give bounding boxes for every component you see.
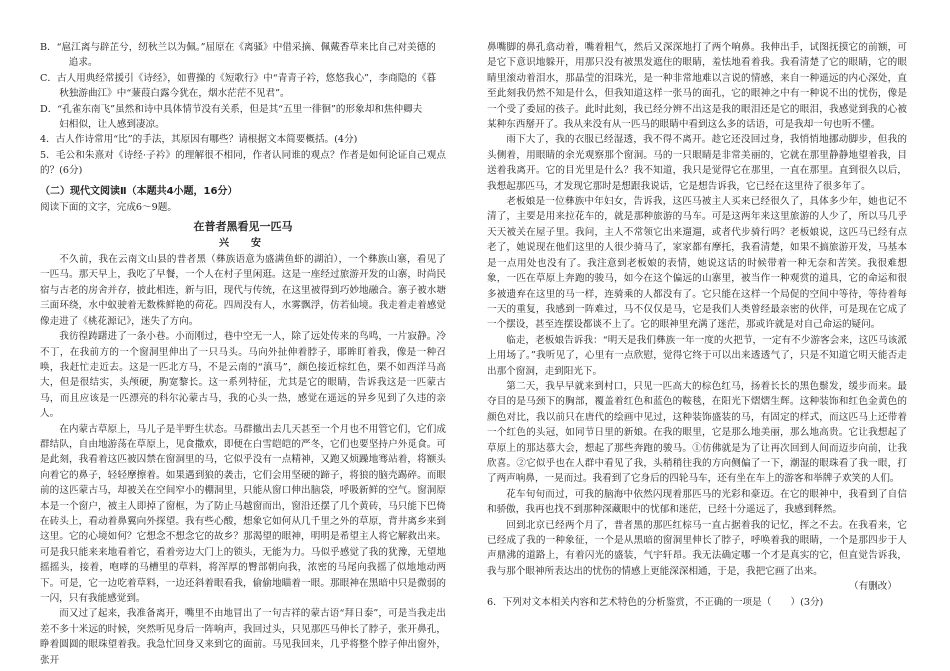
article-paragraph-8: 临走，老板娘告诉我：“明天是我们彝族一年一度的火把节，一定有不少游客会来，这匹马该派上用场了。”我听见了，心里有一点欣慰，觉得它终于可以出来透透气了，只是不知道它明天能否走出那个窗洞，走到阳光下。 [487, 334, 907, 377]
article-paragraph-6: 雨下大了，我的衣服已经湿透，我不得不离开。趁它还没回过身，我悄悄地挪动脚步，但我的头侧着，用眼睛的余光观察那个窗洞。马的一只眼睛是非常美丽的，它就在那里静静地望着我，目送着我离开。它的目光里是什么？我不知道，我只是觉得它在那里，一直在那里。直到很久以后，我想起那匹马，才发现它那时是想跟我说话，它是想告诉我，它已经在这里待了很多年了。 [487, 134, 907, 192]
article-paragraph-3: 在内蒙古草原上，马儿子是半野生状态。马群撤出去几天甚至一个月也不用管它们，它们成群结队，自由地游荡在草原上，见食撒欢，即便在白雪皑皑的严冬，它们也要坚持户外觅食。可是此刻，我看着这匹被囚禁在窗洞里的马，它似乎没有一点精神，又跑又烦躁地骞站着，将额头向着它的鼻子，轻轻摩擦着。如果遇到狼的袭击，它们会用坚硬的蹄子，将狼的脑壳踢碎。而眼前的这匹蒙古马，却被关在空间窄小的棚洞里，只能从窗口伸出脑袋，呼吸新鲜的空气。窗洞原本是一个窗户，被主人即掉了窗框，为了防止马越窗而出，窗沿还摆了几个黄砖，马只能下巴倚在砖头上，看动着鼻翼向外探望。我有些心酸，想象它如何从几千里之外的草原，背井离乡来到这里。它的心境如何？它想念不想念它的故乡？那渴望的眼神，明明是希望主人将它解救出来。可是我只能来来地看着它，看着旁边大门上的锁头，无能为力。马似乎感觉了我的犹豫，无望地摇摇头，接着，咆哮的马槽里的草料，将浑厚的臀部朝向我，浓密的马尾向我摇了似地地动两下。可是，它一边吃着草料，一边还斜着眼看我，偷偷地瞄着一眼。那眼神在黑暗中只是微弱的一闪，只有我能感觉到。 [40, 423, 446, 604]
section-heading: （二）现代文阅读Ⅱ（本题共4小题，16分） [40, 185, 238, 197]
article-paragraph-5: 鼻嘴脚的鼻孔翕动着，嘴着粗气，然后又深深地打了两个响鼻。我伸出手，试图抚摸它的前额，可是它下意识地躲开，用那只没有被黑发遮住的眼睛，羞怯地看着我。我看清楚了它的眼睛，它的眼睛里滚动着泪水，那晶莹的泪珠光，是一种非常地难以言说的情感，来自一种遥远的内心深处，直至此刻我仍然不知是什么，但我知道这样一张马的面孔，它的眼神之中有一种说不出的忧伤，像是一个受了委屈的孩子。此时此刻，我已经分辨不出这是我的眼泪还是它的眼泪，我感觉到我的心被某种东西掰开了。我从来没有从一匹马的眼睛中看到这么多的话语，可是我却一句也听不懂。 [487, 42, 907, 131]
article-paragraph-7: 老板娘是一位彝族中年妇女，告诉我，这匹马被主人买来已经很久了，具体多少年，她也记不清了，主要是用来拉花车的，就是那种旅游的马车。可是这两年来这里旅游的人少了，所以马几乎天天被关在屋子里。我问，主人不常领它出来遛遛，或者代步骑行吗？老板娘说，这匹马已经有点老了，她说现在他们这里的人很少骑马了，家家都有摩托，我看清楚，如果不搞旅游开发，马基本是一点用处也没有了。我注意到老板娘的表情，她说这话的时候带着一种无奈和苦笑。我很难想象，一匹在草原上奔跑的骏马，如今在这个偏远的山寨里，被当作一种观赏的道具，它的命运和很多被遗弃在这里的马一样，连骑乘的人都没有了。它只能在这样一个局促的空间中等待，等待着每一天的重复，我感到一阵难过，马不仅仅是马，它是我们人类曾经最亲密的伙伴，可是现在它成了一个摆设，甚至连摆设都谈不上了。它的眼神里充满了迷茫，那或许就是对自己命运的疑问。 [487, 196, 907, 331]
source-note: （有删改） [849, 581, 897, 593]
article-paragraph-2: 我彷徨踌躇进了一条小巷。小而刚过，巷中空无一人，除了远处传来的鸟鸣，一片寂静。冷不丁，在我前方的一个窗洞里伸出了一只马头。马向外扯伸着脖子，耶眸盯着我，像是一种召唤，我赶忙走近去。这是一匹北方马，不是云南的“滇马”，颜色接近棕红色，栗不如西洋马高大，但是很结实，头颅硬，朐宽黎长。这一系列特征，尤其是它的眼睛，告诉我这是一匹蒙古马，而且应该是一匹漂亮的科尔沁蒙古马，我的心头一热，感觉在遥远的异乡见到了久违的亲人。 [40, 331, 446, 420]
section-instruction: 阅读下面的文字，完成6～9题。 [40, 201, 177, 213]
question-5: 5．毛公和朱熹对《诗经·子衿》的理解很不相同，作者认同谁的观点？作者是如何论证自己观点的？(6分) [40, 149, 446, 177]
article-paragraph-9: 第二天，我早早就来到村口，只见一匹高大的棕色红马，扬着长长的黑色鬃发，缓步而来。最夺目的是马颈下的胸部，覆盖着红色和蓝色的鞍毯，在阳光下熠熠生辉。这种装饰和红色金黄色的颜色对比，我以前只在唐代的绘画中见过，这种装饰盛装的马，有固定的样式，而这匹马上还带着一个红色的头冠，如同节日里的新娘。在我的眼里，它是那么地美丽，那么地高贵。它让我想起了草原上的那达慕大会，想起了那些奔跑的骏马。①仿佛就是为了让再次回到人间而迈步向前，让我欣喜。②它似乎也在人群中看见了我，头稍稍往我的方向侧偏了一下，潮湿的眼珠看了我一眼，打了两声响鼻，一晃而过。我看到了它身后的四轮马车，还有坐在车上的游客和举牌子欢笑的人们。 [487, 380, 907, 485]
q3-option-b-cont: 追求。 [68, 57, 98, 69]
q3-option-b: B．“扈江离与辟芷兮，纫秋兰以为佩。”屈原在《离骚》中借采摘、佩戴香草来比自己对美德的 [40, 42, 436, 53]
article-paragraph-4: 而又过了起来，我准备离开，嘴里不由地冒出了一句吉祥的蒙古语“拜日泰”，可是当我走出差不多十米远的时候，突然听见身后一阵响声，我回过头，只见那匹马伸长了脖子，张开鼻孔，睁着圆圆的眼珠望着我。我急忙回身又来到它的面前。马见我回来，几乎将整个脖子伸出窗外，张开 [40, 608, 446, 666]
q3-option-d: D．“孔雀东南飞”虽然和诗中具体情节没有关系，但是其“五里一徘徊”的形象却和焦仲卿夫 [40, 103, 423, 115]
q3-option-c-cont: 秋独游曲江》中“蒹葭白露今犹在，烟水茫茫不见君”。 [59, 88, 290, 100]
q3-option-d-cont: 妇相似，让人感到凄凉。 [59, 119, 165, 131]
left-column [40, 40, 446, 668]
right-column [487, 40, 907, 610]
question-4: 4．古人作诗常用“比”的手法，其原因有哪些？请根据文本简要概括。(4分) [40, 134, 358, 146]
article-title: 在普者黑看见一匹马 [193, 220, 293, 234]
article-paragraph-1: 不久前，我在云南文山县的普者黑（彝族语意为盛满鱼虾的湖泊），一个彝族山寨，看见了一匹马。那天早上，我吃了早餐，一个人在村子里闲逛。这是一座经过旅游开发的山寨，时尚民宿与古老的房舍并存，披此相连，新与旧，现代与传统，在这里被得到巧妙地融合。寨子被水塘三面环绕，水中蚁驶着无数株鲜艳的荷花。四周没有人，水雾飘浮，仿若仙境。我走着走着感觉像走进了《桃花源记》，迷失了方向。 [40, 254, 446, 327]
question-6: 6．下列对文本相关内容和艺术特色的分析鉴赏，不正确的一项是（ ）(3分) [487, 596, 824, 608]
article-paragraph-10: 花车旬旬而过，可我的脑海中依然闪现着那匹马的光彩和豪迈。在它的眼神中，我看到了自信和骄傲，我再也找不到那种深藏眼中的忧郁和迷茫，已经十分遥远了，我感到释然。 [487, 488, 907, 516]
q3-option-c: C．古人用典经常援引《诗经》，如曹操的《短歌行》中“青青子衿，悠悠我心”，李商隐的《暮 [40, 72, 437, 84]
article-author: 兴 安 [219, 238, 267, 250]
article-paragraph-11: 回到北京已经两个月了，普者黑的那匹红棕马一直占据着我的记忆，挥之不去。在我看来，它已经成了我的一种象征，一个是从黑暗的窗洞里伸长了脖子，呼唤着我的眼睛，一个是那四步于人声鼎沸的道路上，有着闪光的盛装，气宇轩昂。我无法确定哪一个才是真实的它，但直觉告诉我，我与那个眼神所表达出的忧伤的情感上更能深深相通，于是，我把它画了出来。 [487, 519, 907, 577]
